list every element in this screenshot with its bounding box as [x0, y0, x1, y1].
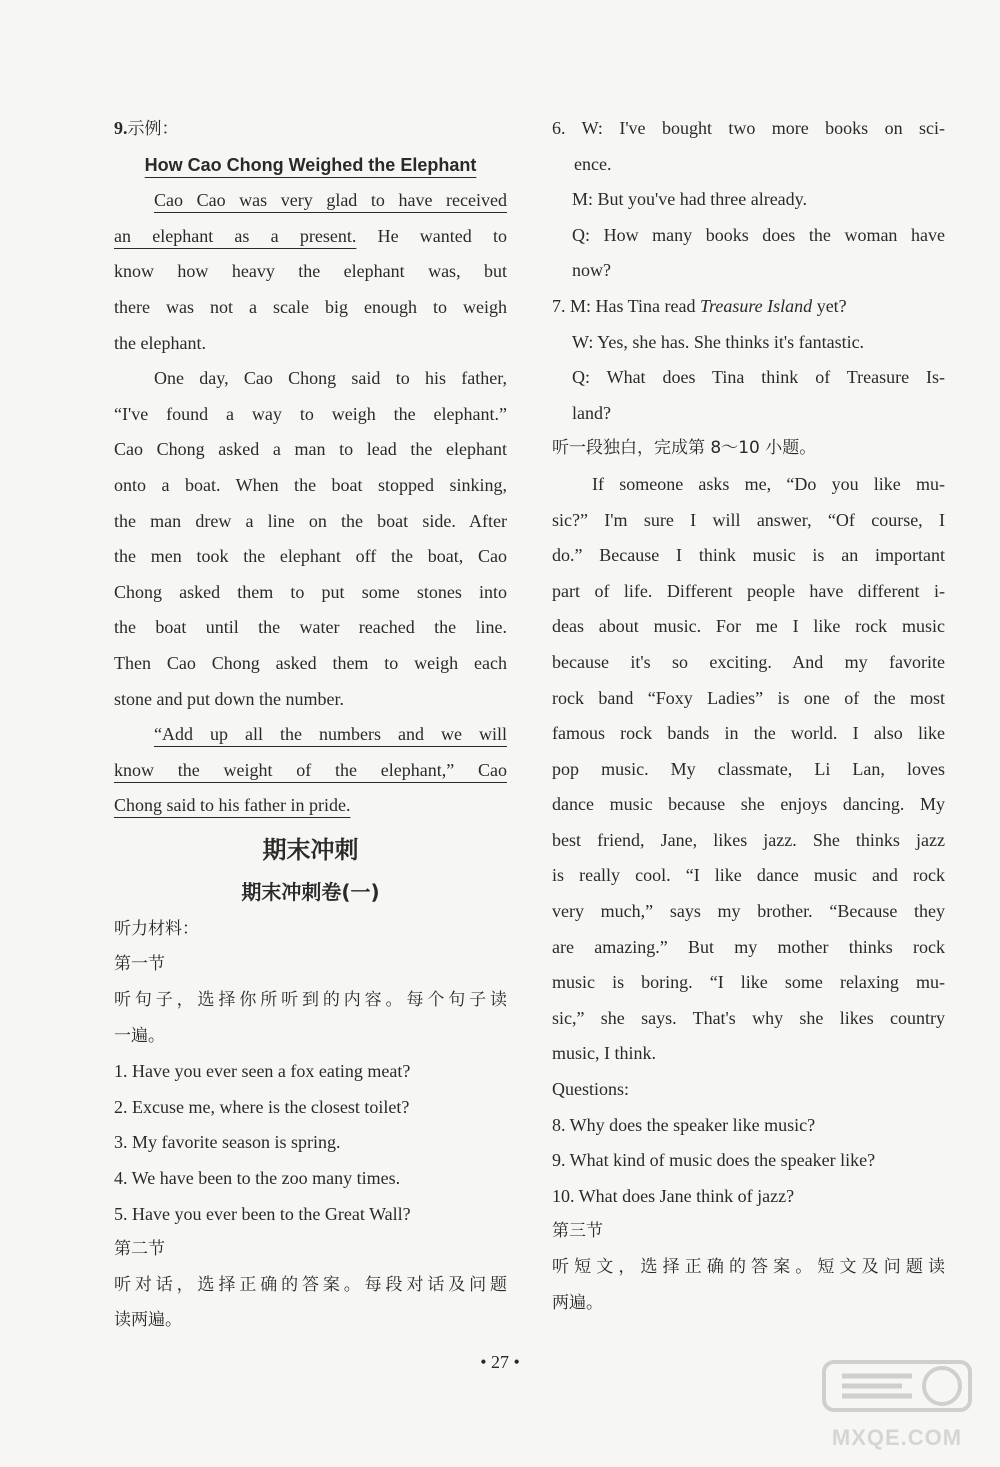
story-line: know how heavy the elephant was, but [114, 261, 507, 282]
story-line: He wanted to [356, 225, 508, 246]
story-line: the men took the elephant off the boat, Cao [114, 546, 507, 567]
passage-line: music, I think. [552, 1043, 656, 1064]
part-2-label: 第二节 [114, 1239, 165, 1260]
story-line: Cao Cao was very glad to have received [154, 190, 507, 211]
story-line: there was not a scale big enough to weigh [114, 296, 507, 317]
questions-label: Questions: [552, 1079, 630, 1100]
listening-sentence: 4. We have been to the zoo many times. [114, 1168, 401, 1189]
monologue-instruction: 听一段独白，完成第 8～10 小题。 [552, 438, 817, 459]
part-2-instruction: 读两遍。 [114, 1310, 182, 1331]
story-paragraph-2 [114, 361, 507, 717]
monologue-passage [552, 467, 945, 1072]
passage-line: sic?” I'm sure I will answer, “Of course, I [552, 509, 945, 530]
listening-sentence: 2. Excuse me, where is the closest toilet? [114, 1096, 410, 1117]
passage-line: very much,” says my brother. “Because they [552, 901, 945, 922]
watermark-logo-icon [822, 1356, 972, 1416]
part-1-instruction: 听句子，选择你所听到的内容。每个句子读 [114, 990, 507, 1011]
dialogue-7 [552, 289, 945, 431]
dialogue-line: Q: What does Tina think of Treasure Is- [572, 367, 945, 388]
part-3-instruction: 听短文，选择正确的答案。短文及问题读 [552, 1257, 945, 1277]
passage-line: part of life. Different people have different i- [552, 580, 945, 601]
listening-material-label: 听力材料： [114, 918, 199, 939]
page-number: • 27 • [480, 1352, 520, 1372]
dialogue-6 [552, 111, 945, 289]
dialogue-line: ence. [574, 153, 612, 174]
passage-line: rock band “Foxy Ladies” is one of the most [552, 687, 945, 708]
dialogue-line: Q: How many books does the woman have [572, 224, 945, 245]
part-3-label: 第三节 [552, 1221, 603, 1242]
story-line: Chong said to his father in pride. [114, 795, 351, 816]
watermark [812, 1356, 982, 1451]
dialogue-line: land? [572, 402, 611, 423]
story-line: One day, Cao Chong said to his father, [154, 368, 507, 389]
story-line: onto a boat. When the boat stopped sinking, [114, 474, 507, 495]
listening-sentence: 5. Have you ever been to the Great Wall? [114, 1203, 411, 1224]
watermark-url: MXQE.COM [831, 1425, 963, 1450]
story-line: an elephant as a present. [114, 225, 357, 246]
passage-line: sic,” she says. That's why she likes country [552, 1007, 945, 1028]
dialogue-line: W: Yes, she has. She thinks it's fantastic. [572, 331, 865, 352]
dialogue-line: 6. W: I've bought two more books on sci- [552, 118, 945, 138]
right-column [552, 111, 945, 1321]
passage-line: music is boring. “I like some relaxing mu- [552, 972, 945, 993]
part-1-label: 第一节 [114, 954, 165, 975]
story-line: Cao Chong asked a man to lead the elephant [114, 439, 507, 460]
dialogue-line: 7. M: Has Tina read Treasure Island yet? [552, 295, 847, 316]
exam-title: 期末冲刺卷(一) [241, 879, 380, 904]
dialogue-line: M: But you've had three already. [572, 189, 808, 210]
story-line: “Add up all the numbers and we will [154, 724, 507, 745]
listening-sentence: 3. My favorite season is spring. [114, 1132, 341, 1153]
story-line: the boat until the water reached the line. [114, 617, 507, 638]
passage-line: are amazing.” But my mother thinks rock [552, 936, 945, 957]
story-line: Then Cao Chong asked them to weigh each [114, 652, 507, 673]
passage-line: dance music because she enjoys dancing. My [552, 794, 945, 815]
passage-line: If someone asks me, “Do you like mu- [592, 473, 945, 494]
story-line: Chong asked them to put some stones into [114, 581, 507, 602]
passage-line: is really cool. “I like dance music and rock [552, 865, 945, 886]
question-item: 10. What does Jane think of jazz? [552, 1185, 795, 1206]
story-line: the man drew a line on the boat side. After [114, 510, 507, 531]
part-2-instruction: 听对话，选择正确的答案。每段对话及问题 [114, 1274, 507, 1295]
passage-line: pop music. My classmate, Li Lan, loves [552, 758, 945, 779]
part-1-instruction: 一遍。 [114, 1025, 165, 1046]
passage-line: because it's so exciting. And my favorite [552, 651, 945, 672]
story-paragraph-3 [114, 717, 507, 824]
story-line: “I've found a way to weigh the elephant.” [114, 403, 507, 424]
left-column [114, 111, 507, 1339]
dialogue-line: now? [572, 260, 611, 281]
question-item: 8. Why does the speaker like music? [552, 1114, 816, 1135]
story-title: How Cao Chong Weighed the Elephant [144, 154, 477, 175]
part-3-instruction: 两遍。 [552, 1292, 603, 1313]
question-9-heading: 9.示例： [114, 118, 179, 139]
story-paragraph-1 [114, 183, 507, 361]
story-line: the elephant. [114, 332, 206, 353]
listening-sentence: 1. Have you ever seen a fox eating meat? [114, 1061, 411, 1082]
passage-line: do.” Because I think music is an important [552, 545, 945, 566]
book-title: Treasure Island [700, 295, 813, 316]
story-line: stone and put down the number. [114, 688, 344, 709]
passage-line: best friend, Jane, likes jazz. She thinks jazz [552, 829, 945, 850]
story-line: know the weight of the elephant,” Cao [114, 759, 507, 780]
passage-line: deas about music. For me I like rock music [552, 616, 945, 637]
passage-line: famous rock bands in the world. I also like [552, 723, 945, 744]
section-title: 期末冲刺 [262, 835, 359, 864]
question-item: 9. What kind of music does the speaker like? [552, 1150, 876, 1171]
